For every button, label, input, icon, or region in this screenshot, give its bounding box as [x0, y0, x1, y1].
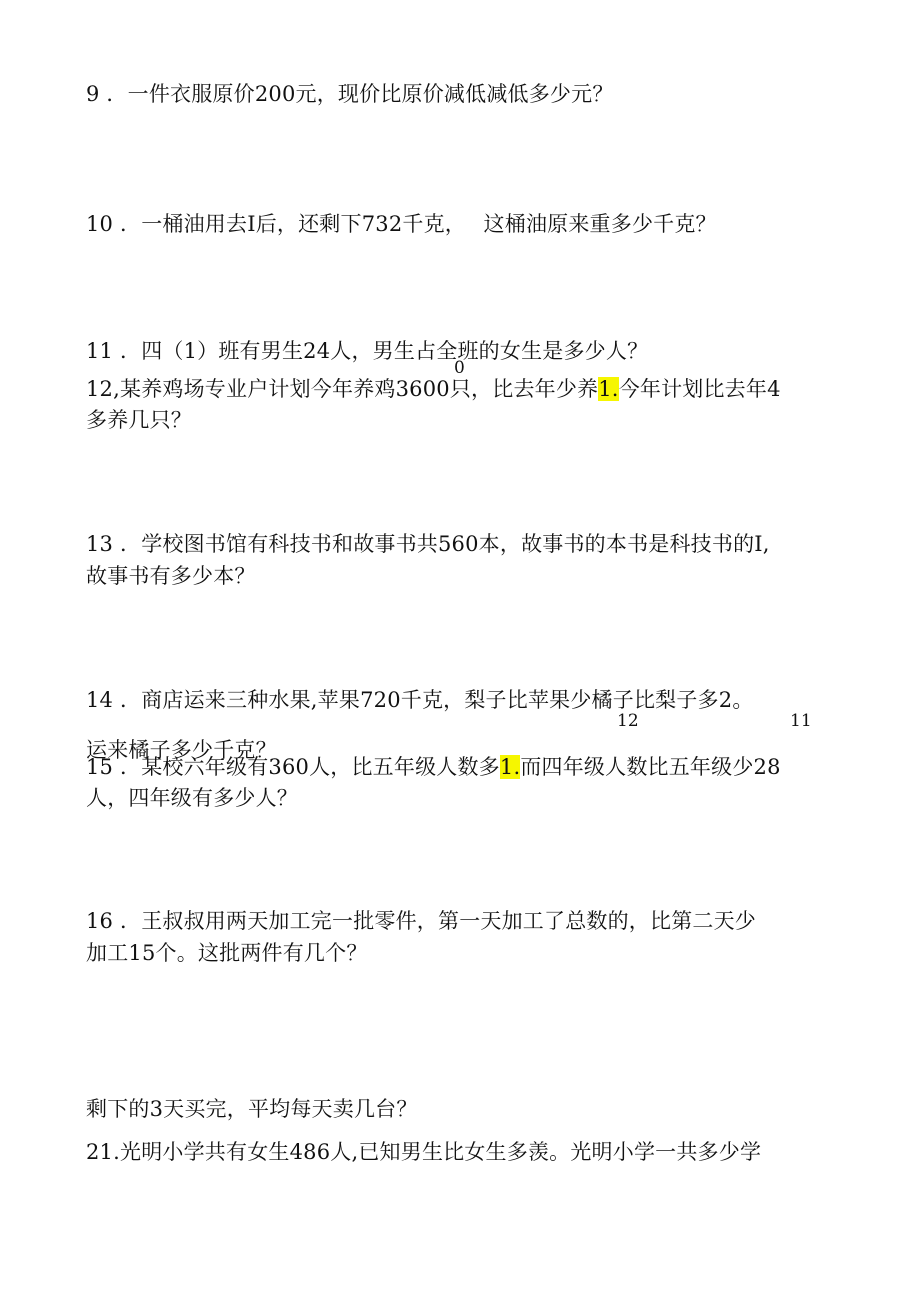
question-12-text-b: 今年计划比去年4: [618, 377, 781, 401]
question-12-line-1: [86, 373, 781, 405]
question-remaining-days: 剩下的3天买完，平均每天卖几台？: [86, 1097, 418, 1121]
question-15-text-b: 而四年级人数比五年级少28: [520, 755, 781, 779]
question-16-line-1: 16 ．王叔叔用两天加工完一批零件，第一天加工了总数的，比第二天少: [86, 909, 756, 933]
question-15-line-2: 人，四年级有多少人？: [86, 786, 298, 810]
question-11-fraction-mark: 0: [454, 358, 465, 378]
question-12-text-a: 12,某养鸡场专业户计划今年养鸡3600只，比去年少养: [86, 377, 599, 401]
question-15-highlight: 1.: [499, 755, 521, 779]
question-15-line-1: [86, 751, 781, 783]
question-21: 21.光明小学共有女生486人,已知男生比女生多羡。光明小学一共多少学: [86, 1140, 762, 1164]
question-14-fraction-mark-1: 12: [617, 711, 639, 731]
question-13-line-1: 13 ．学校图书馆有科技书和故事书共560本，故事书的本书是科技书的I,: [86, 532, 770, 556]
question-13-line-2: 故事书有多少本？: [86, 564, 256, 588]
question-12-line-2: 多养几只？: [86, 408, 192, 432]
question-16-line-2: 加工15个。这批两件有几个？: [86, 941, 368, 965]
question-14-line-2: 运来橘子多少千克？: [86, 738, 277, 762]
question-9: 9 ．一件衣服原价200元，现价比原价减低减低多少元？: [86, 82, 614, 106]
question-15-text-a: 15 ．某校六年级有360人，比五年级人数多: [86, 755, 500, 779]
question-14-fraction-mark-2: 11: [790, 711, 812, 731]
question-11: 11 ．四（1）班有男生24人，男生占全班的女生是多少人？: [86, 339, 649, 363]
question-14-line-1: 14 ．商店运来三种水果,苹果720千克，梨子比苹果少橘子比梨子多2。: [86, 688, 754, 712]
question-10: 10 ．一桶油用去I后，还剩下732千克， 这桶油原来重多少千克？: [86, 212, 717, 236]
question-12-highlight: 1.: [598, 377, 619, 401]
